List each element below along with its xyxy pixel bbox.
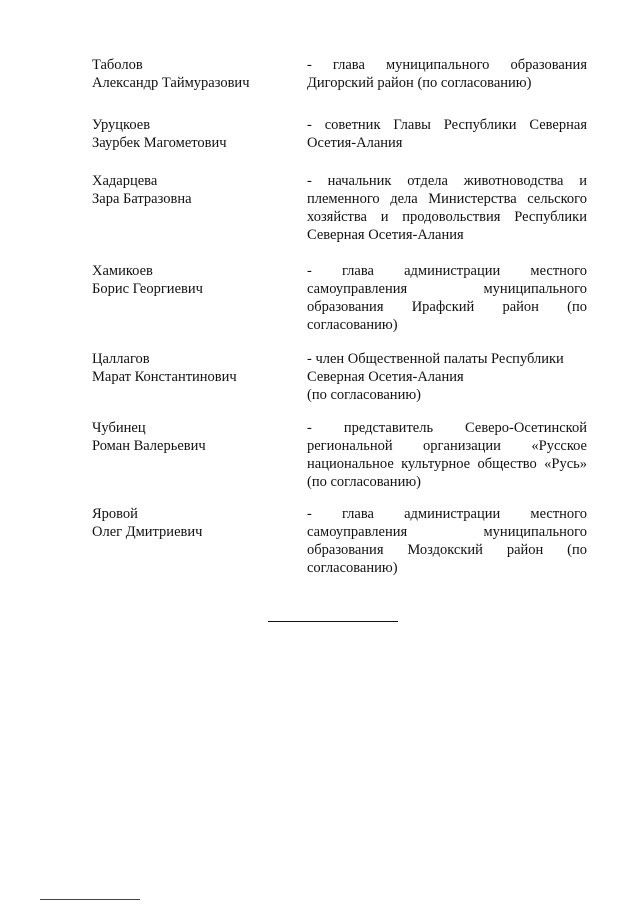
member-role (307, 419, 587, 491)
role-line: - советник Главы Республики Северная (307, 117, 587, 133)
role-line: самоуправления муниципального (307, 281, 587, 297)
role-line: национальное культурное общество «Русь» (307, 456, 587, 472)
member-given-name: Борис Георгиевич (92, 281, 203, 297)
role-line: Дигорский район (по согласованию) (307, 75, 532, 91)
role-line: - глава муниципального образования (307, 57, 587, 73)
role-line: (по согласованию) (307, 387, 421, 403)
role-line: - член Общественной палаты Республики (307, 351, 564, 367)
role-line: образования Моздокский район (по (307, 542, 587, 558)
member-given-name: Заурбек Магометович (92, 135, 227, 151)
member-surname: Таболов (92, 57, 143, 73)
role-line: - начальник отдела животноводства и (307, 173, 587, 189)
member-role (307, 56, 587, 92)
member-surname: Яровой (92, 506, 138, 522)
role-line: самоуправления муниципального (307, 524, 587, 540)
role-line: региональной организации «Русское (307, 438, 587, 454)
role-line: согласованию) (307, 560, 398, 576)
role-line: Осетия-Алания (307, 135, 403, 151)
member-role (307, 505, 587, 577)
member-given-name: Олег Дмитриевич (92, 524, 203, 540)
member-role (307, 172, 587, 244)
member-name (92, 350, 292, 386)
role-line: образования Ирафский район (по (307, 299, 587, 315)
member-surname: Чубинец (92, 420, 146, 436)
member-name (92, 419, 292, 455)
member-given-name: Марат Константинович (92, 369, 237, 385)
role-line: Северная Осетия-Алания (307, 227, 464, 243)
member-surname: Хамикоев (92, 263, 153, 279)
role-line: хозяйства и продовольствия Республики (307, 209, 587, 225)
role-line: - глава администрации местного (307, 506, 587, 522)
role-line: Северная Осетия-Алания (307, 369, 464, 385)
role-line: согласованию) (307, 317, 398, 333)
footnote-separator (40, 899, 140, 900)
role-line: (по согласованию) (307, 474, 421, 490)
member-name (92, 172, 292, 208)
member-surname: Цаллагов (92, 351, 150, 367)
member-name (92, 262, 292, 298)
member-surname: Уруцкоев (92, 117, 151, 133)
member-name (92, 56, 292, 92)
role-line: - представитель Северо-Осетинской (307, 420, 587, 436)
member-given-name: Роман Валерьевич (92, 438, 206, 454)
role-line: - глава администрации местного (307, 263, 587, 279)
end-of-list-divider (268, 621, 398, 622)
member-given-name: Зара Батразовна (92, 191, 192, 207)
member-role (307, 116, 587, 152)
role-line: племенного дела Министерства сельского (307, 191, 587, 207)
member-role (307, 262, 587, 334)
member-surname: Хадарцева (92, 173, 158, 189)
member-given-name: Александр Таймуразович (92, 75, 250, 91)
member-role (307, 350, 587, 404)
member-name (92, 116, 292, 152)
member-name (92, 505, 292, 541)
